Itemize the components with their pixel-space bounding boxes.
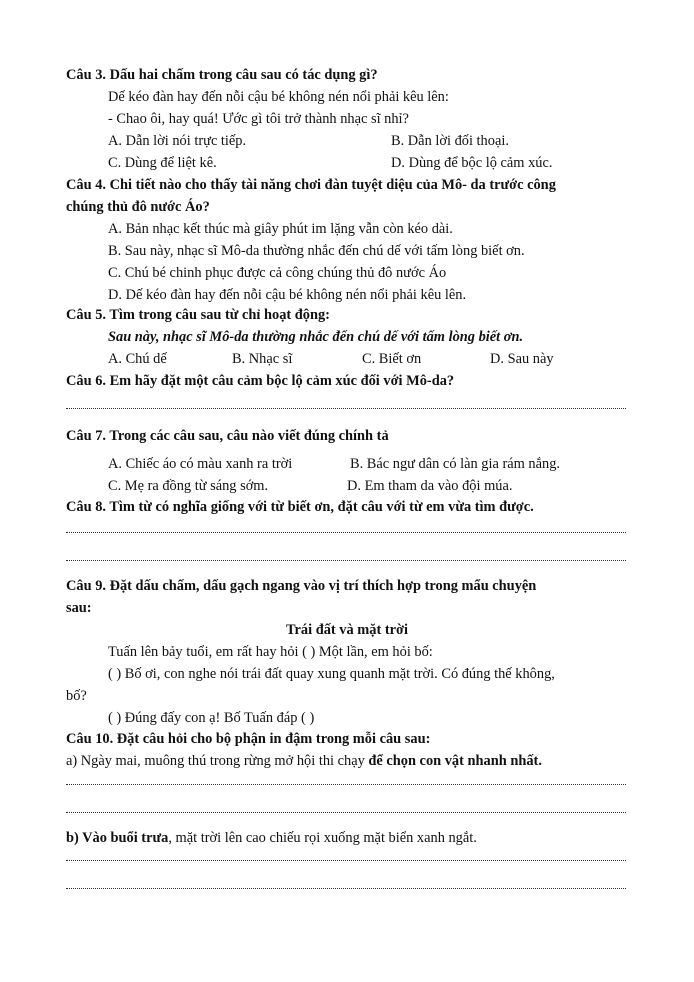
story-title: Trái đất và mặt trời: [285, 622, 408, 638]
answer-line-q10a-1[interactable]: [66, 784, 626, 785]
question-5-sentence: Sau này, nhạc sĩ Mô-da thường nhắc đến chú dế với tấm lòng biết ơn.: [108, 329, 524, 345]
question-7-title: Câu 7. Trong các câu sau, câu nào viết đúng chính tả: [66, 428, 389, 444]
question-4-title-line-1: Câu 4. Chi tiết nào cho thấy tài năng chơi đàn tuyệt diệu của Mô- da trước công: [66, 177, 556, 193]
question-4-option-a: A. Bản nhạc kết thúc mà giây phút im lặng vẫn còn kéo dài.: [108, 221, 453, 237]
question-5-title: Câu 5. Tìm trong câu sau từ chỉ hoạt động:: [66, 307, 330, 323]
question-7-option-c: C. Mẹ ra đồng từ sáng sớm.: [108, 478, 269, 494]
answer-line-q10b-2[interactable]: [66, 888, 626, 889]
story-line-1: Tuấn lên bảy tuổi, em rất hay hỏi ( ) Một lần, em hỏi bố:: [108, 644, 433, 660]
question-9-title-line-2: sau:: [66, 600, 92, 616]
question-4-title-line-2: chúng thủ đô nước Áo?: [66, 199, 210, 215]
question-5-option-b: B. Nhạc sĩ: [232, 351, 293, 367]
question-3-text-1: Dế kéo đàn hay đến nỗi cậu bé không nén nổi phải kêu lên:: [108, 89, 449, 105]
sentence-a-bold-part: để chọn con vật nhanh nhất.: [368, 753, 542, 769]
question-9-title-line-1: Câu 9. Đặt dấu chấm, dấu gạch ngang vào vị trí thích hợp trong mẩu chuyện: [66, 578, 537, 594]
sentence-b-plain: , mặt trời lên cao chiếu rọi xuống mặt biển xanh ngắt.: [168, 830, 477, 846]
answer-line-q8-1[interactable]: [66, 532, 626, 533]
question-5-option-d: D. Sau này: [490, 351, 554, 367]
story-line-3: bố?: [66, 688, 87, 704]
question-7-option-a: A. Chiếc áo có màu xanh ra trời: [108, 456, 293, 472]
question-8-title: Câu 8. Tìm từ có nghĩa giống với từ biết ơn, đặt câu với từ em vừa tìm được.: [66, 499, 534, 515]
story-line-2: ( ) Bố ơi, con nghe nói trái đất quay xung quanh mặt trời. Có đúng thế không,: [108, 666, 555, 682]
question-3-option-d: D. Dùng để bộc lộ cảm xúc.: [391, 155, 553, 171]
sentence-b-bold-part: b) Vào buổi trưa: [66, 830, 169, 846]
question-7-option-d: D. Em tham da vào đội múa.: [347, 478, 513, 494]
question-5-option-a: A. Chú dế: [108, 351, 167, 367]
question-7-option-b: B. Bác ngư dân có làn gia rám nắng.: [350, 456, 561, 472]
sentence-a-plain: a) Ngày mai, muông thú trong rừng mở hội thi chạy: [66, 753, 369, 769]
question-4-option-d: D. Dế kéo đàn hay đến nỗi cậu bé không nén nổi phải kêu lên.: [108, 287, 467, 303]
question-4-option-c: C. Chú bé chinh phục được cả công chúng thủ đô nước Áo: [108, 265, 447, 281]
question-3-option-b: B. Dẫn lời đối thoại.: [391, 133, 509, 149]
story-line-4: ( ) Đúng đấy con ạ! Bố Tuấn đáp ( ): [108, 710, 315, 726]
question-3-title: Câu 3. Dấu hai chấm trong câu sau có tác dụng gì?: [66, 67, 378, 83]
question-10-title: Câu 10. Đặt câu hỏi cho bộ phận in đậm trong mỗi câu sau:: [66, 731, 431, 747]
question-3-option-c: C. Dùng để liệt kê.: [108, 155, 217, 171]
answer-line-q10b-1[interactable]: [66, 860, 626, 861]
question-3-option-a: A. Dẫn lời nói trực tiếp.: [108, 133, 247, 149]
question-5-option-c: C. Biết ơn: [362, 351, 422, 367]
question-10-sentence-a: [66, 752, 542, 770]
question-6-title: Câu 6. Em hãy đặt một câu cảm bộc lộ cảm xúc đối với Mô-da?: [66, 373, 455, 389]
question-4-option-b: B. Sau này, nhạc sĩ Mô-da thường nhắc đến chú dế với tấm lòng biết ơn.: [108, 243, 525, 259]
question-10-sentence-b: [66, 829, 477, 847]
answer-line-q6[interactable]: [66, 408, 626, 409]
answer-line-q10a-2[interactable]: [66, 812, 626, 813]
question-3-text-2: - Chao ôi, hay quá! Ước gì tôi trở thành nhạc sĩ nhỉ?: [108, 111, 409, 127]
answer-line-q8-2[interactable]: [66, 560, 626, 561]
